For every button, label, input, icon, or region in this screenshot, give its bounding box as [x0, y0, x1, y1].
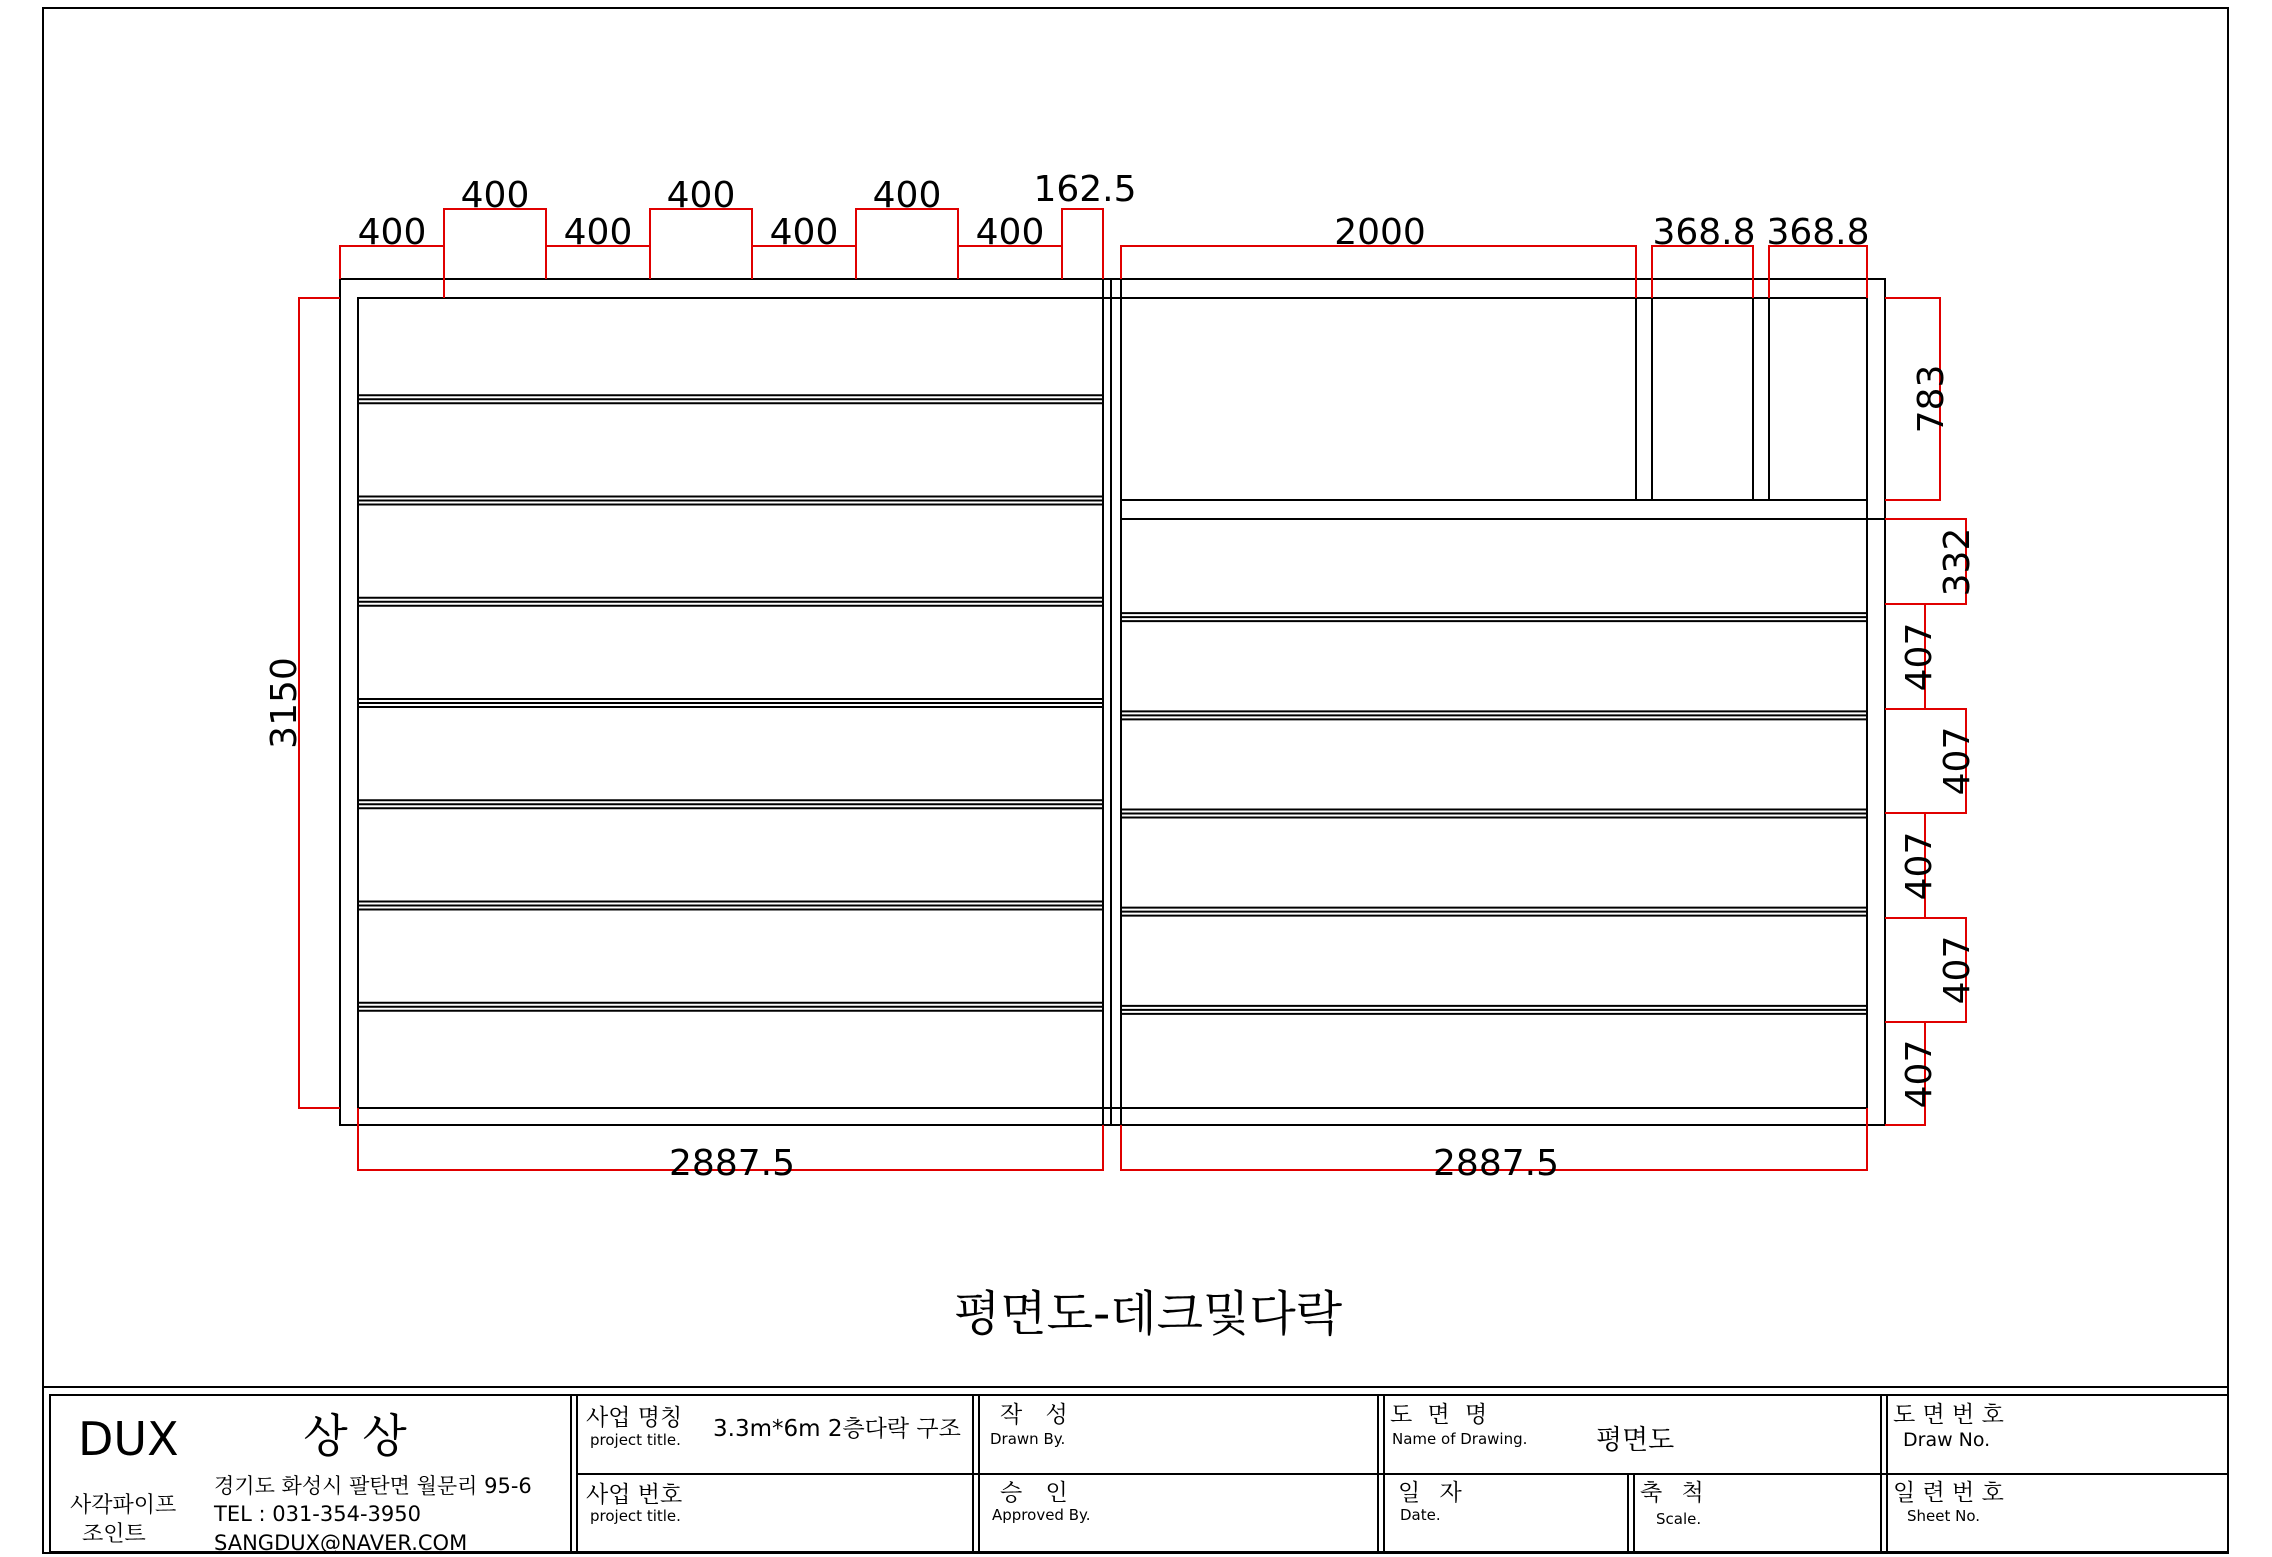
loft-opening [1121, 298, 1885, 519]
draw-no-label: 도 면 번 호 [1893, 1402, 2004, 1428]
approved-by-sub: Approved By. [992, 1506, 1091, 1524]
dim-right-bottom: 2887.5 [1433, 1143, 1559, 1184]
dim-left-top-6: 400 [872, 175, 942, 216]
dim-left-top-8: 162.5 [1033, 169, 1137, 210]
center-beam [1103, 279, 1121, 1125]
dim-left-top-4: 400 [666, 175, 736, 216]
project-name-sub: project title. [590, 1431, 681, 1449]
dim-left-top-1: 400 [357, 212, 427, 253]
left-deck-slats [358, 395, 1103, 1011]
drawing-name-label: 도 면 명 [1390, 1402, 1492, 1428]
drawing-name-sub: Name of Drawing. [1392, 1430, 1528, 1448]
date-label: 일 자 [1398, 1480, 1468, 1506]
dim-left-overall: 3150 [264, 657, 305, 749]
brand-logo: DUX [78, 1412, 179, 1466]
project-name-value: 3.3m*6m 2층다락 구조 [713, 1416, 961, 1442]
right-top-dim-chain [1121, 246, 1867, 298]
company-address: 경기도 화성시 팔탄면 월문리 95-6 [214, 1474, 532, 1498]
drawn-by-label: 작 성 [1000, 1402, 1076, 1428]
dim-right-top-3: 368.8 [1766, 212, 1870, 253]
drawing-caption: 평면도-데크및다락 [953, 1286, 1343, 1342]
date-sub: Date. [1400, 1506, 1441, 1524]
brand-korean: 상 상 [303, 1409, 407, 1463]
project-no-label: 사업 번호 [586, 1482, 683, 1508]
plan-structure [340, 279, 1885, 1125]
dim-left-top-5: 400 [769, 212, 839, 253]
left-overall-dim [299, 298, 340, 1108]
dim-right-side-5: 407 [1899, 831, 1940, 901]
right-deck-slats [1121, 613, 1867, 1014]
dim-right-side-4: 407 [1937, 726, 1978, 796]
dim-right-side-2: 332 [1937, 527, 1978, 597]
dim-right-side-1: 783 [1911, 364, 1952, 434]
dim-right-side-3: 407 [1899, 622, 1940, 692]
approved-by-label: 승 인 [1000, 1480, 1076, 1506]
title-block-text [70, 1402, 2004, 1555]
company-tel: TEL : 031-354-3950 [214, 1502, 421, 1526]
drawn-by-sub: Drawn By. [990, 1430, 1066, 1448]
sheet-no-sub: Sheet No. [1907, 1507, 1981, 1525]
drawing-name-value: 평면도 [1596, 1425, 1675, 1456]
company-line2: 조인트 [82, 1522, 146, 1547]
company-line1: 사각파이프 [70, 1493, 177, 1518]
scale-label: 축 척 [1640, 1480, 1710, 1506]
dim-right-top-2: 368.8 [1652, 212, 1756, 253]
dim-left-top-7: 400 [975, 212, 1045, 253]
dim-right-top-1: 2000 [1334, 212, 1426, 253]
dim-right-side-6: 407 [1937, 935, 1978, 1005]
project-no-sub: project title. [590, 1507, 681, 1525]
sheet-no-label: 일 련 번 호 [1893, 1480, 2004, 1506]
dim-left-top-2: 400 [460, 175, 530, 216]
company-email: SANGDUX@NAVER.COM [214, 1531, 468, 1555]
scale-sub: Scale. [1656, 1510, 1702, 1528]
dim-left-bottom: 2887.5 [669, 1143, 795, 1184]
draw-no-sub: Draw No. [1903, 1429, 1991, 1451]
dim-right-side-7: 407 [1899, 1039, 1940, 1109]
project-name-label: 사업 명칭 [586, 1405, 683, 1431]
dimensions [299, 209, 1966, 1170]
dim-left-top-3: 400 [563, 212, 633, 253]
